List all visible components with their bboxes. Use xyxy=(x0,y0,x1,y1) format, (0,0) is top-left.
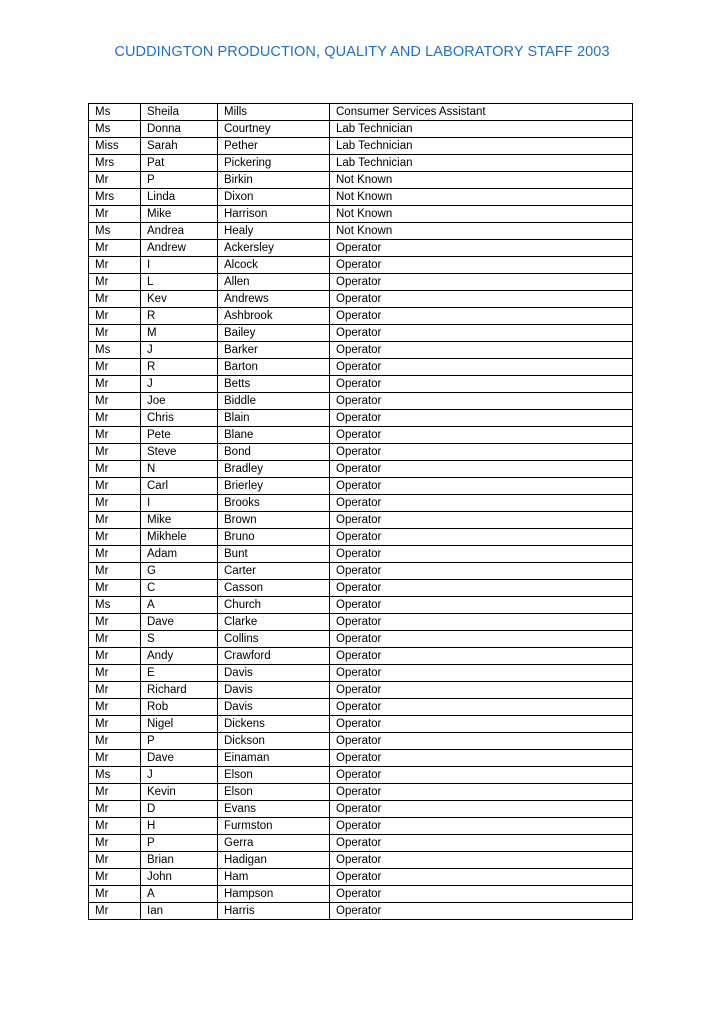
staff-role-cell: Operator xyxy=(330,699,633,716)
table-row xyxy=(89,444,633,461)
staff-title-cell: Mr xyxy=(89,393,141,410)
staff-role-cell: Operator xyxy=(330,461,633,478)
staff-last-name-cell: Harrison xyxy=(218,206,330,223)
table-row xyxy=(89,852,633,869)
staff-last-name-cell: Bailey xyxy=(218,325,330,342)
staff-first-name-cell: Donna xyxy=(141,121,218,138)
table-row xyxy=(89,172,633,189)
staff-first-name-cell: Nigel xyxy=(141,716,218,733)
staff-title-cell: Miss xyxy=(89,138,141,155)
table-row xyxy=(89,223,633,240)
staff-role-cell: Operator xyxy=(330,835,633,852)
staff-first-name-cell: A xyxy=(141,886,218,903)
table-row xyxy=(89,767,633,784)
staff-last-name-cell: Birkin xyxy=(218,172,330,189)
staff-title-cell: Mr xyxy=(89,172,141,189)
table-row xyxy=(89,512,633,529)
staff-role-cell: Operator xyxy=(330,716,633,733)
staff-role-cell: Operator xyxy=(330,495,633,512)
table-row xyxy=(89,308,633,325)
table-row xyxy=(89,733,633,750)
staff-role-cell: Operator xyxy=(330,784,633,801)
staff-last-name-cell: Healy xyxy=(218,223,330,240)
staff-first-name-cell: John xyxy=(141,869,218,886)
staff-last-name-cell: Blane xyxy=(218,427,330,444)
staff-title-cell: Mr xyxy=(89,614,141,631)
staff-last-name-cell: Pickering xyxy=(218,155,330,172)
table-row xyxy=(89,835,633,852)
staff-role-cell: Not Known xyxy=(330,172,633,189)
staff-role-cell: Operator xyxy=(330,682,633,699)
staff-last-name-cell: Davis xyxy=(218,682,330,699)
staff-role-cell: Lab Technician xyxy=(330,121,633,138)
staff-title-cell: Mr xyxy=(89,801,141,818)
staff-role-cell: Lab Technician xyxy=(330,155,633,172)
staff-last-name-cell: Barker xyxy=(218,342,330,359)
table-row xyxy=(89,376,633,393)
staff-first-name-cell: Carl xyxy=(141,478,218,495)
staff-title-cell: Mr xyxy=(89,784,141,801)
staff-last-name-cell: Brierley xyxy=(218,478,330,495)
table-row xyxy=(89,274,633,291)
staff-role-cell: Operator xyxy=(330,240,633,257)
staff-first-name-cell: P xyxy=(141,835,218,852)
staff-first-name-cell: Mike xyxy=(141,206,218,223)
staff-last-name-cell: Elson xyxy=(218,767,330,784)
staff-last-name-cell: Bond xyxy=(218,444,330,461)
staff-last-name-cell: Davis xyxy=(218,699,330,716)
staff-role-cell: Operator xyxy=(330,631,633,648)
staff-title-cell: Mr xyxy=(89,580,141,597)
staff-last-name-cell: Ashbrook xyxy=(218,308,330,325)
staff-last-name-cell: Biddle xyxy=(218,393,330,410)
table-row xyxy=(89,410,633,427)
table-row xyxy=(89,495,633,512)
staff-first-name-cell: Dave xyxy=(141,750,218,767)
staff-title-cell: Ms xyxy=(89,597,141,614)
staff-last-name-cell: Collins xyxy=(218,631,330,648)
staff-title-cell: Mr xyxy=(89,308,141,325)
staff-role-cell: Operator xyxy=(330,529,633,546)
staff-last-name-cell: Evans xyxy=(218,801,330,818)
staff-title-cell: Mr xyxy=(89,903,141,920)
staff-first-name-cell: Dave xyxy=(141,614,218,631)
staff-first-name-cell: S xyxy=(141,631,218,648)
table-row xyxy=(89,427,633,444)
table-row xyxy=(89,393,633,410)
staff-first-name-cell: J xyxy=(141,342,218,359)
staff-role-cell: Operator xyxy=(330,359,633,376)
staff-role-cell: Operator xyxy=(330,376,633,393)
staff-role-cell: Operator xyxy=(330,597,633,614)
staff-last-name-cell: Pether xyxy=(218,138,330,155)
staff-title-cell: Mr xyxy=(89,206,141,223)
staff-title-cell: Mr xyxy=(89,461,141,478)
staff-last-name-cell: Allen xyxy=(218,274,330,291)
table-row xyxy=(89,716,633,733)
staff-title-cell: Mr xyxy=(89,682,141,699)
staff-title-cell: Mr xyxy=(89,818,141,835)
table-row xyxy=(89,699,633,716)
staff-last-name-cell: Crawford xyxy=(218,648,330,665)
table-row xyxy=(89,206,633,223)
staff-title-cell: Mr xyxy=(89,852,141,869)
staff-first-name-cell: C xyxy=(141,580,218,597)
staff-title-cell: Mr xyxy=(89,886,141,903)
staff-title-cell: Mr xyxy=(89,325,141,342)
table-row xyxy=(89,342,633,359)
table-row xyxy=(89,869,633,886)
staff-last-name-cell: Betts xyxy=(218,376,330,393)
staff-last-name-cell: Ham xyxy=(218,869,330,886)
staff-table-body xyxy=(89,104,633,920)
staff-role-cell: Operator xyxy=(330,410,633,427)
staff-role-cell: Not Known xyxy=(330,223,633,240)
staff-first-name-cell: Kevin xyxy=(141,784,218,801)
staff-last-name-cell: Church xyxy=(218,597,330,614)
staff-first-name-cell: Pete xyxy=(141,427,218,444)
staff-first-name-cell: D xyxy=(141,801,218,818)
staff-first-name-cell: H xyxy=(141,818,218,835)
staff-role-cell: Not Known xyxy=(330,189,633,206)
staff-role-cell: Lab Technician xyxy=(330,138,633,155)
table-row xyxy=(89,359,633,376)
table-row xyxy=(89,546,633,563)
staff-title-cell: Mr xyxy=(89,563,141,580)
staff-first-name-cell: Steve xyxy=(141,444,218,461)
staff-first-name-cell: M xyxy=(141,325,218,342)
page-title: CUDDINGTON PRODUCTION, QUALITY AND LABORATORY STAFF 2003 xyxy=(114,44,610,60)
staff-first-name-cell: I xyxy=(141,495,218,512)
table-row xyxy=(89,665,633,682)
staff-last-name-cell: Hadigan xyxy=(218,852,330,869)
staff-first-name-cell: Mike xyxy=(141,512,218,529)
staff-first-name-cell: Rob xyxy=(141,699,218,716)
staff-last-name-cell: Blain xyxy=(218,410,330,427)
staff-first-name-cell: Andy xyxy=(141,648,218,665)
table-row xyxy=(89,886,633,903)
staff-last-name-cell: Davis xyxy=(218,665,330,682)
staff-first-name-cell: Chris xyxy=(141,410,218,427)
staff-role-cell: Consumer Services Assistant xyxy=(330,104,633,121)
staff-title-cell: Mr xyxy=(89,716,141,733)
staff-title-cell: Ms xyxy=(89,223,141,240)
table-row xyxy=(89,240,633,257)
staff-role-cell: Operator xyxy=(330,767,633,784)
staff-role-cell: Operator xyxy=(330,733,633,750)
staff-first-name-cell: L xyxy=(141,274,218,291)
staff-role-cell: Operator xyxy=(330,818,633,835)
table-row xyxy=(89,597,633,614)
staff-last-name-cell: Brooks xyxy=(218,495,330,512)
staff-title-cell: Mr xyxy=(89,444,141,461)
staff-role-cell: Operator xyxy=(330,852,633,869)
staff-last-name-cell: Hampson xyxy=(218,886,330,903)
staff-role-cell: Operator xyxy=(330,801,633,818)
staff-title-cell: Ms xyxy=(89,767,141,784)
staff-title-cell: Mr xyxy=(89,359,141,376)
staff-last-name-cell: Bunt xyxy=(218,546,330,563)
staff-title-cell: Mr xyxy=(89,699,141,716)
staff-last-name-cell: Barton xyxy=(218,359,330,376)
staff-title-cell: Mr xyxy=(89,257,141,274)
staff-role-cell: Operator xyxy=(330,665,633,682)
staff-first-name-cell: Andrea xyxy=(141,223,218,240)
staff-title-cell: Mrs xyxy=(89,155,141,172)
staff-last-name-cell: Carter xyxy=(218,563,330,580)
staff-role-cell: Operator xyxy=(330,869,633,886)
staff-first-name-cell: Richard xyxy=(141,682,218,699)
staff-last-name-cell: Gerra xyxy=(218,835,330,852)
staff-title-cell: Mr xyxy=(89,835,141,852)
table-row xyxy=(89,801,633,818)
staff-last-name-cell: Dixon xyxy=(218,189,330,206)
table-row xyxy=(89,614,633,631)
table-row xyxy=(89,529,633,546)
staff-table xyxy=(88,103,633,920)
staff-last-name-cell: Andrews xyxy=(218,291,330,308)
staff-role-cell: Operator xyxy=(330,580,633,597)
staff-first-name-cell: P xyxy=(141,172,218,189)
staff-first-name-cell: Ian xyxy=(141,903,218,920)
staff-first-name-cell: Mikhele xyxy=(141,529,218,546)
staff-first-name-cell: Pat xyxy=(141,155,218,172)
table-row xyxy=(89,155,633,172)
staff-role-cell: Not Known xyxy=(330,206,633,223)
staff-first-name-cell: Kev xyxy=(141,291,218,308)
staff-title-cell: Mr xyxy=(89,274,141,291)
staff-first-name-cell: Brian xyxy=(141,852,218,869)
table-row xyxy=(89,478,633,495)
table-row xyxy=(89,325,633,342)
staff-first-name-cell: Adam xyxy=(141,546,218,563)
staff-first-name-cell: J xyxy=(141,376,218,393)
staff-title-cell: Mr xyxy=(89,869,141,886)
staff-first-name-cell: A xyxy=(141,597,218,614)
table-row xyxy=(89,750,633,767)
staff-last-name-cell: Brown xyxy=(218,512,330,529)
staff-title-cell: Mr xyxy=(89,546,141,563)
staff-role-cell: Operator xyxy=(330,427,633,444)
staff-first-name-cell: R xyxy=(141,359,218,376)
table-row xyxy=(89,648,633,665)
staff-last-name-cell: Dickson xyxy=(218,733,330,750)
staff-role-cell: Operator xyxy=(330,614,633,631)
staff-title-cell: Mrs xyxy=(89,189,141,206)
staff-last-name-cell: Casson xyxy=(218,580,330,597)
staff-first-name-cell: G xyxy=(141,563,218,580)
staff-first-name-cell: Sarah xyxy=(141,138,218,155)
table-row xyxy=(89,580,633,597)
table-row xyxy=(89,784,633,801)
staff-role-cell: Operator xyxy=(330,648,633,665)
staff-title-cell: Mr xyxy=(89,665,141,682)
table-row xyxy=(89,104,633,121)
staff-title-cell: Mr xyxy=(89,512,141,529)
staff-last-name-cell: Clarke xyxy=(218,614,330,631)
staff-role-cell: Operator xyxy=(330,257,633,274)
staff-title-cell: Mr xyxy=(89,240,141,257)
staff-title-cell: Mr xyxy=(89,291,141,308)
staff-role-cell: Operator xyxy=(330,274,633,291)
staff-title-cell: Ms xyxy=(89,121,141,138)
staff-first-name-cell: E xyxy=(141,665,218,682)
staff-first-name-cell: N xyxy=(141,461,218,478)
staff-first-name-cell: J xyxy=(141,767,218,784)
table-row xyxy=(89,138,633,155)
table-row xyxy=(89,291,633,308)
staff-last-name-cell: Harris xyxy=(218,903,330,920)
staff-last-name-cell: Dickens xyxy=(218,716,330,733)
staff-first-name-cell: R xyxy=(141,308,218,325)
staff-first-name-cell: Andrew xyxy=(141,240,218,257)
table-row xyxy=(89,257,633,274)
table-row xyxy=(89,682,633,699)
table-row xyxy=(89,189,633,206)
staff-role-cell: Operator xyxy=(330,308,633,325)
table-row xyxy=(89,563,633,580)
staff-role-cell: Operator xyxy=(330,291,633,308)
staff-title-cell: Mr xyxy=(89,648,141,665)
staff-title-cell: Mr xyxy=(89,495,141,512)
staff-last-name-cell: Furmston xyxy=(218,818,330,835)
table-row xyxy=(89,818,633,835)
staff-last-name-cell: Ackersley xyxy=(218,240,330,257)
staff-first-name-cell: Linda xyxy=(141,189,218,206)
table-row xyxy=(89,461,633,478)
staff-first-name-cell: I xyxy=(141,257,218,274)
staff-title-cell: Mr xyxy=(89,750,141,767)
staff-title-cell: Mr xyxy=(89,410,141,427)
staff-title-cell: Mr xyxy=(89,733,141,750)
staff-last-name-cell: Mills xyxy=(218,104,330,121)
table-row xyxy=(89,903,633,920)
staff-role-cell: Operator xyxy=(330,512,633,529)
staff-title-cell: Mr xyxy=(89,529,141,546)
staff-role-cell: Operator xyxy=(330,903,633,920)
staff-role-cell: Operator xyxy=(330,563,633,580)
staff-role-cell: Operator xyxy=(330,325,633,342)
staff-title-cell: Ms xyxy=(89,342,141,359)
staff-role-cell: Operator xyxy=(330,478,633,495)
staff-last-name-cell: Bradley xyxy=(218,461,330,478)
staff-title-cell: Ms xyxy=(89,104,141,121)
staff-first-name-cell: Sheila xyxy=(141,104,218,121)
staff-role-cell: Operator xyxy=(330,546,633,563)
staff-title-cell: Mr xyxy=(89,631,141,648)
staff-role-cell: Operator xyxy=(330,444,633,461)
table-row xyxy=(89,631,633,648)
staff-last-name-cell: Bruno xyxy=(218,529,330,546)
staff-first-name-cell: Joe xyxy=(141,393,218,410)
staff-title-cell: Mr xyxy=(89,478,141,495)
staff-role-cell: Operator xyxy=(330,393,633,410)
staff-title-cell: Mr xyxy=(89,427,141,444)
staff-last-name-cell: Courtney xyxy=(218,121,330,138)
table-row xyxy=(89,121,633,138)
staff-last-name-cell: Alcock xyxy=(218,257,330,274)
staff-title-cell: Mr xyxy=(89,376,141,393)
staff-last-name-cell: Einaman xyxy=(218,750,330,767)
staff-role-cell: Operator xyxy=(330,886,633,903)
staff-role-cell: Operator xyxy=(330,750,633,767)
staff-last-name-cell: Elson xyxy=(218,784,330,801)
staff-first-name-cell: P xyxy=(141,733,218,750)
staff-role-cell: Operator xyxy=(330,342,633,359)
